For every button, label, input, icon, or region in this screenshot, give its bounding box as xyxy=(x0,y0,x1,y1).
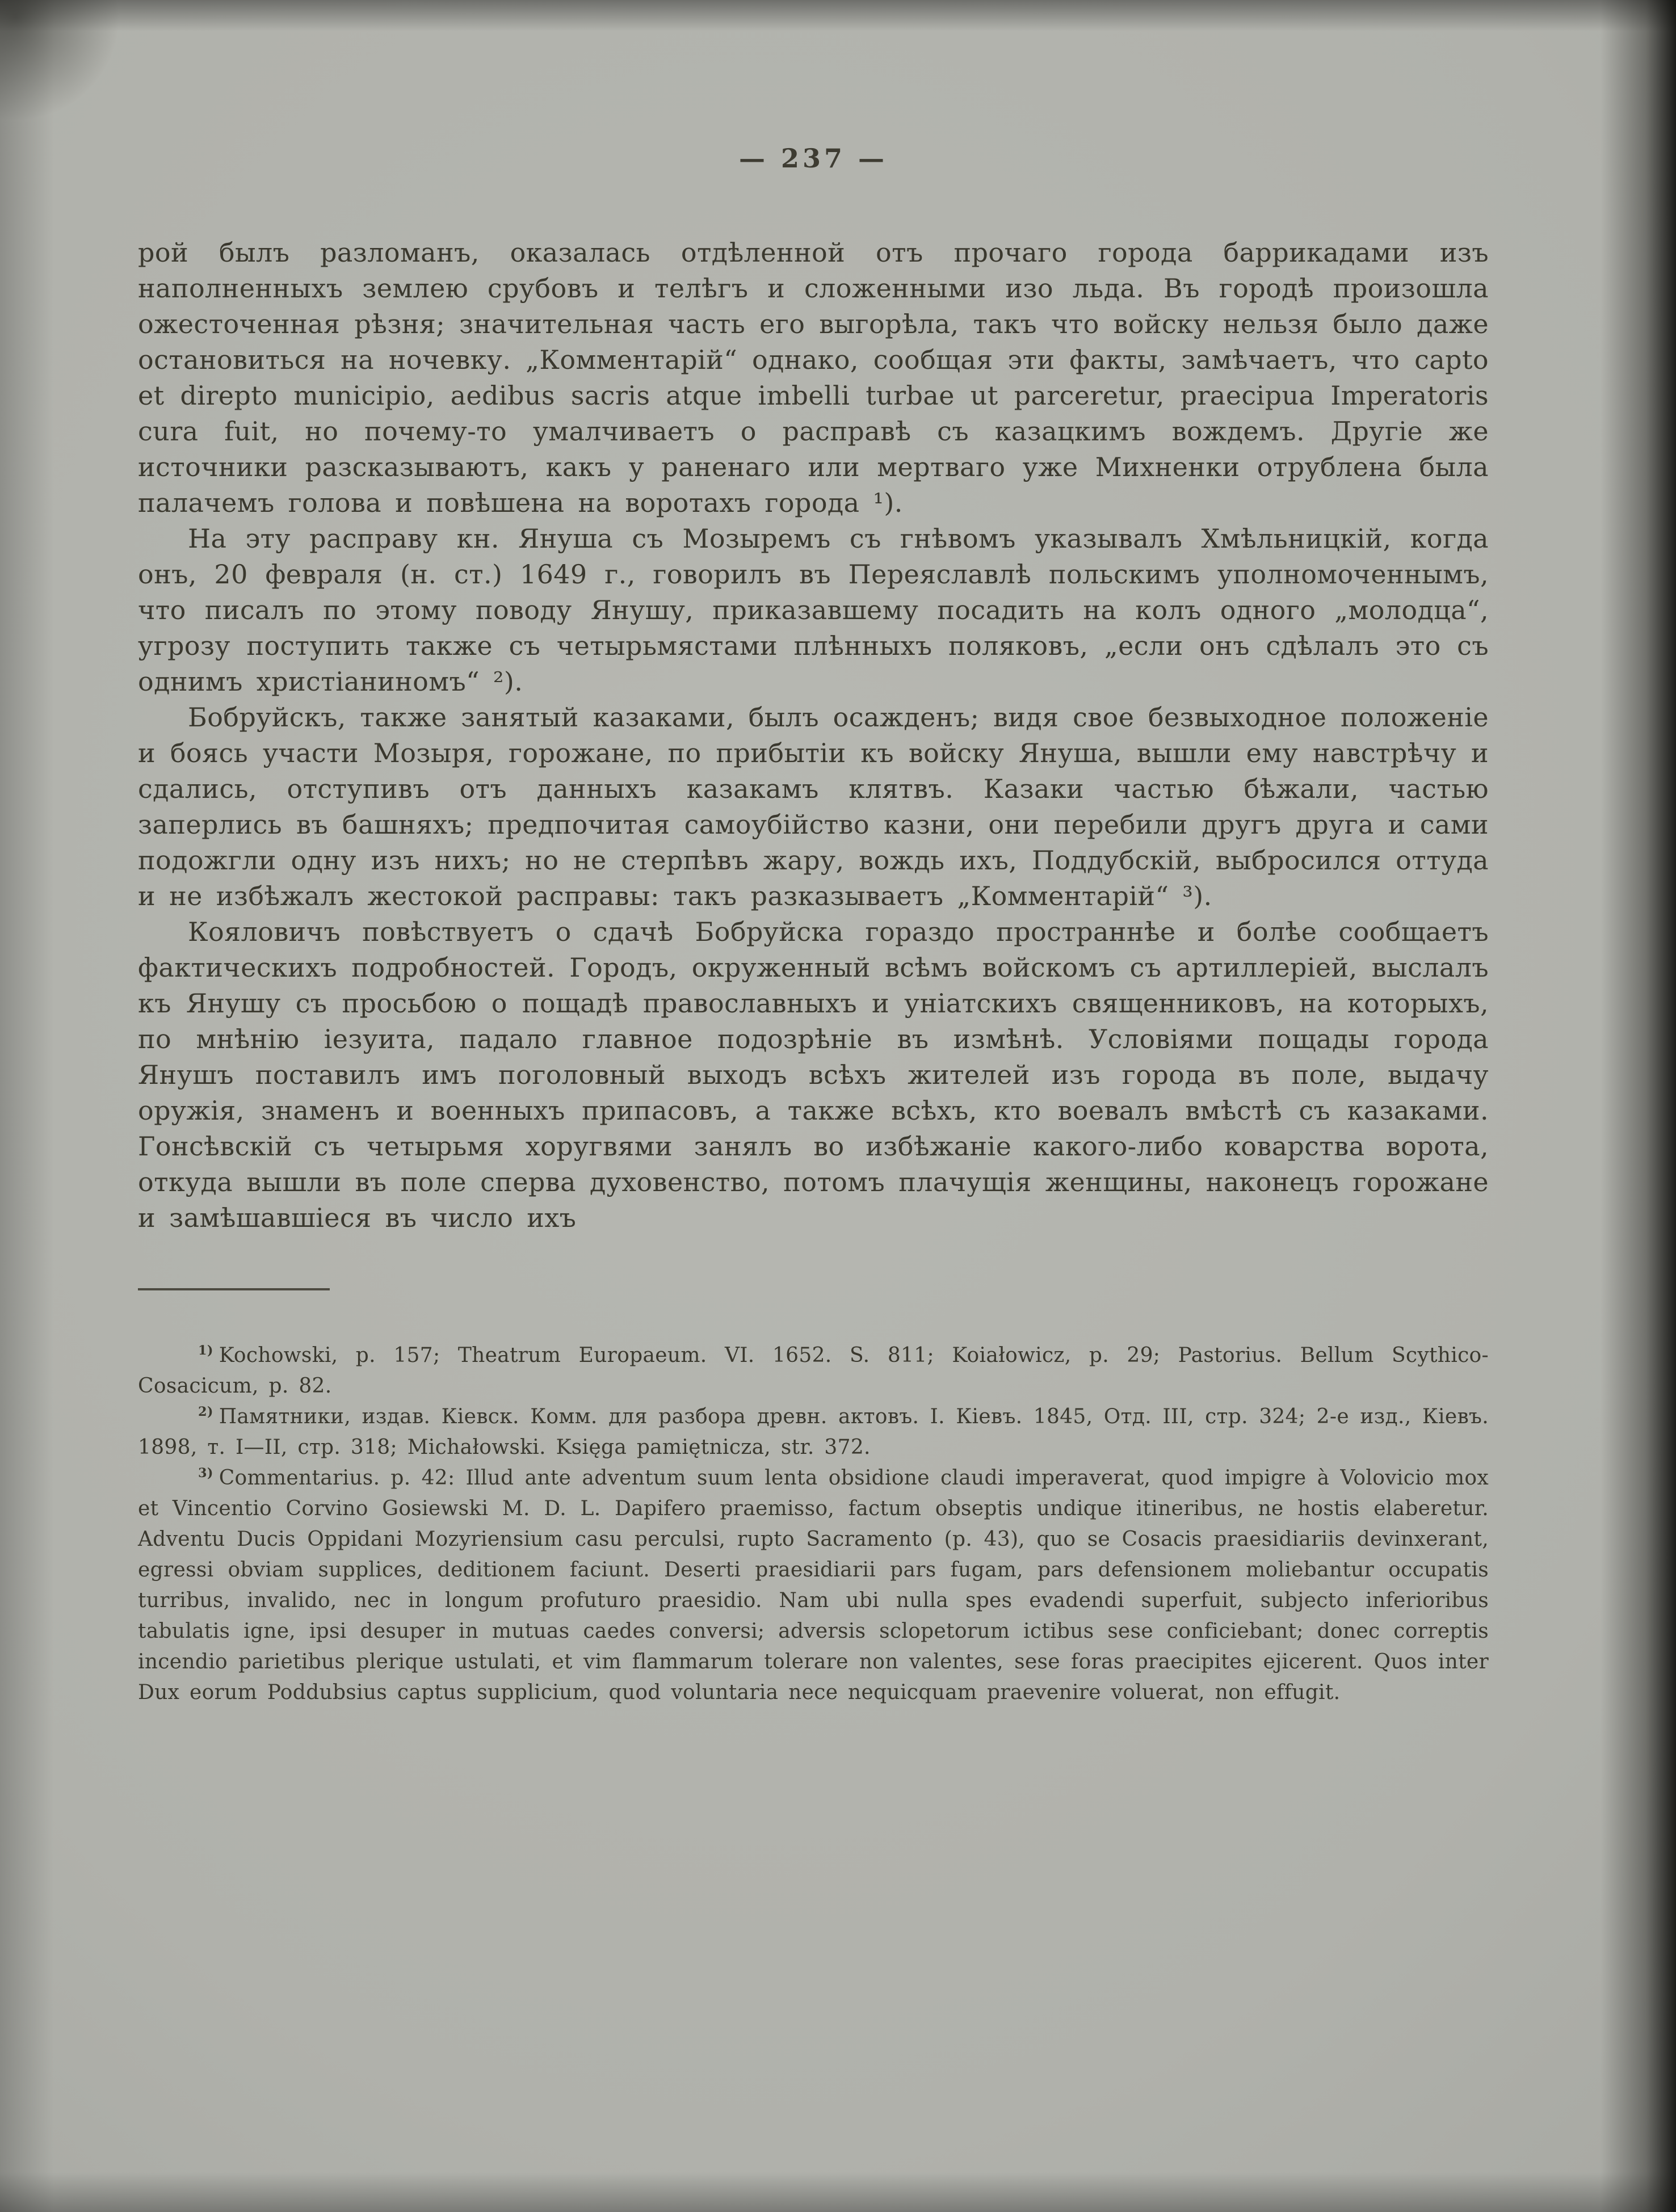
footnotes xyxy=(138,1340,1489,1708)
page-content xyxy=(138,143,1489,1708)
footnote-separator xyxy=(138,1288,330,1290)
page-number: — 237 — xyxy=(738,143,888,174)
footnote-text: Kochowski, p. 157; Theatrum Europaeum. VI. 1652. S. 811; Koiałowicz, p. 29; Pastorius. Bellum Scythico-Cosacicum, p. 82. xyxy=(138,1344,1489,1398)
footnote xyxy=(138,1340,1489,1402)
footnote-text: Commentarius. p. 42: Illud ante adventum suum lenta obsidione claudi imperaverat, quod impigre à Volovicio mox et Vincentio Corvino Gosiewski M. D. L. Dapifero praemisso, factum obseptis undique itineribus, ne hostis elaberetur. Adventu Ducis Oppidani Mozyriensium casu perculsi, rupto Sacramento (p. 43), quo se Cosacis praesidiariis devinxerant, egressi obviam supplices, deditionem faciunt. Deserti praesidiarii pars fugam, pars defensionem moliebantur occupatis turribus, invalido, nec in longum profuturo praesidio. Nam ubi nulla spes evadendi superfuit, subjecto inferioribus tabulatis igne, ipsi desuper in mutuas caedes conversi; adversis sclopetorum ictibus sese conficiebant; donec correptis incendio parietibus plerique ustulati, et vim flammarum tolerare non valentes, sese foras praecipites ejicerent. Quos inter Dux eorum Poddubsius captus supplicium, quod voluntaria nece nequicquam praevenire voluerat, non effugit. xyxy=(138,1466,1489,1704)
footnote-text: Памятники, издав. Кіевск. Комм. для разбора древн. актовъ. I. Кіевъ. 1845, Отд. III, стр. 324; 2-е изд., Кіевъ. 1898, т. I—II, стр. 318; Michałowski. Księga pamiętnicza, str. 372. xyxy=(138,1405,1489,1459)
paragraph: На эту расправу кн. Януша съ Мозыремъ съ гнѣвомъ указывалъ Хмѣльницкій, когда онъ, 20 февраля (н. ст.) 1649 г., говорилъ въ Переяславлѣ польскимъ уполномоченнымъ, что писалъ по этому поводу Янушу, приказавшему посадить на колъ одного „молодца“, угрозу поступить также съ четырьмястами плѣнныхъ поляковъ, „если онъ сдѣлалъ это съ однимъ христіаниномъ“ ²). xyxy=(138,523,1489,697)
footnote-marker: 1) xyxy=(198,1343,213,1358)
body-text xyxy=(138,235,1489,1236)
footnote-marker: 3) xyxy=(198,1466,213,1481)
footnote-marker: 2) xyxy=(198,1404,213,1419)
paragraph: Кояловичъ повѣствуетъ о сдачѣ Бобруйска гораздо пространнѣе и болѣе сообщаетъ фактическихъ подробностей. Городъ, окруженный всѣмъ войскомъ съ артиллеріей, выслалъ къ Янушу съ просьбою о пощадѣ православныхъ и уніатскихъ священниковъ, на которыхъ, по мнѣнію іезуита, падало главное подозрѣніе въ измѣнѣ. Условіями пощады города Янушъ поставилъ имъ поголовный выходъ всѣхъ жителей изъ города въ поле, выдачу оружія, знаменъ и военныхъ припасовъ, а также всѣхъ, кто воевалъ вмѣстѣ съ казаками. Гонсѣвскій съ четырьмя хоругвями занялъ во избѣжаніе какого-либо коварства ворота, откуда вышли въ поле сперва духовенство, потомъ плачущія женщины, наконецъ горожане и замѣшавшіеся въ число ихъ xyxy=(138,916,1489,1233)
footnote xyxy=(138,1463,1489,1708)
paragraph: рой былъ разломанъ, оказалась отдѣленной отъ прочаго города баррикадами изъ наполненныхъ землею срубовъ и телѣгъ и сложенными изо льда. Въ городѣ произошла ожесточенная рѣзня; значительная часть его выгорѣла, такъ что войску нельзя было даже остановиться на ночевку. „Комментарій“ однако, сообщая эти факты, замѣчаетъ, что capto et direpto municipio, aedibus sacris atque imbelli turbae ut parceretur, praecipua Imperatoris cura fuit, но почему-то умалчиваетъ о расправѣ съ казацкимъ вождемъ. Другіе же источники разсказываютъ, какъ у раненаго или мертваго уже Михненки отрублена была палачемъ голова и повѣшена на воротахъ города ¹). xyxy=(138,237,1489,518)
paragraph: Бобруйскъ, также занятый казаками, былъ осажденъ; видя свое безвыходное положеніе и боясь участи Мозыря, горожане, по прибытіи къ войску Януша, вышли ему навстрѣчу и сдались, отступивъ отъ данныхъ казакамъ клятвъ. Казаки частью бѣжали, частью заперлись въ башняхъ; предпочитая самоубійство казни, они перебили другъ друга и сами подожгли одну изъ нихъ; но не стерпѣвъ жару, вождь ихъ, Поддубскій, выбросился оттуда и не избѣжалъ жестокой расправы: такъ разказываетъ „Комментарій“ ³). xyxy=(138,702,1489,911)
footnote xyxy=(138,1402,1489,1463)
